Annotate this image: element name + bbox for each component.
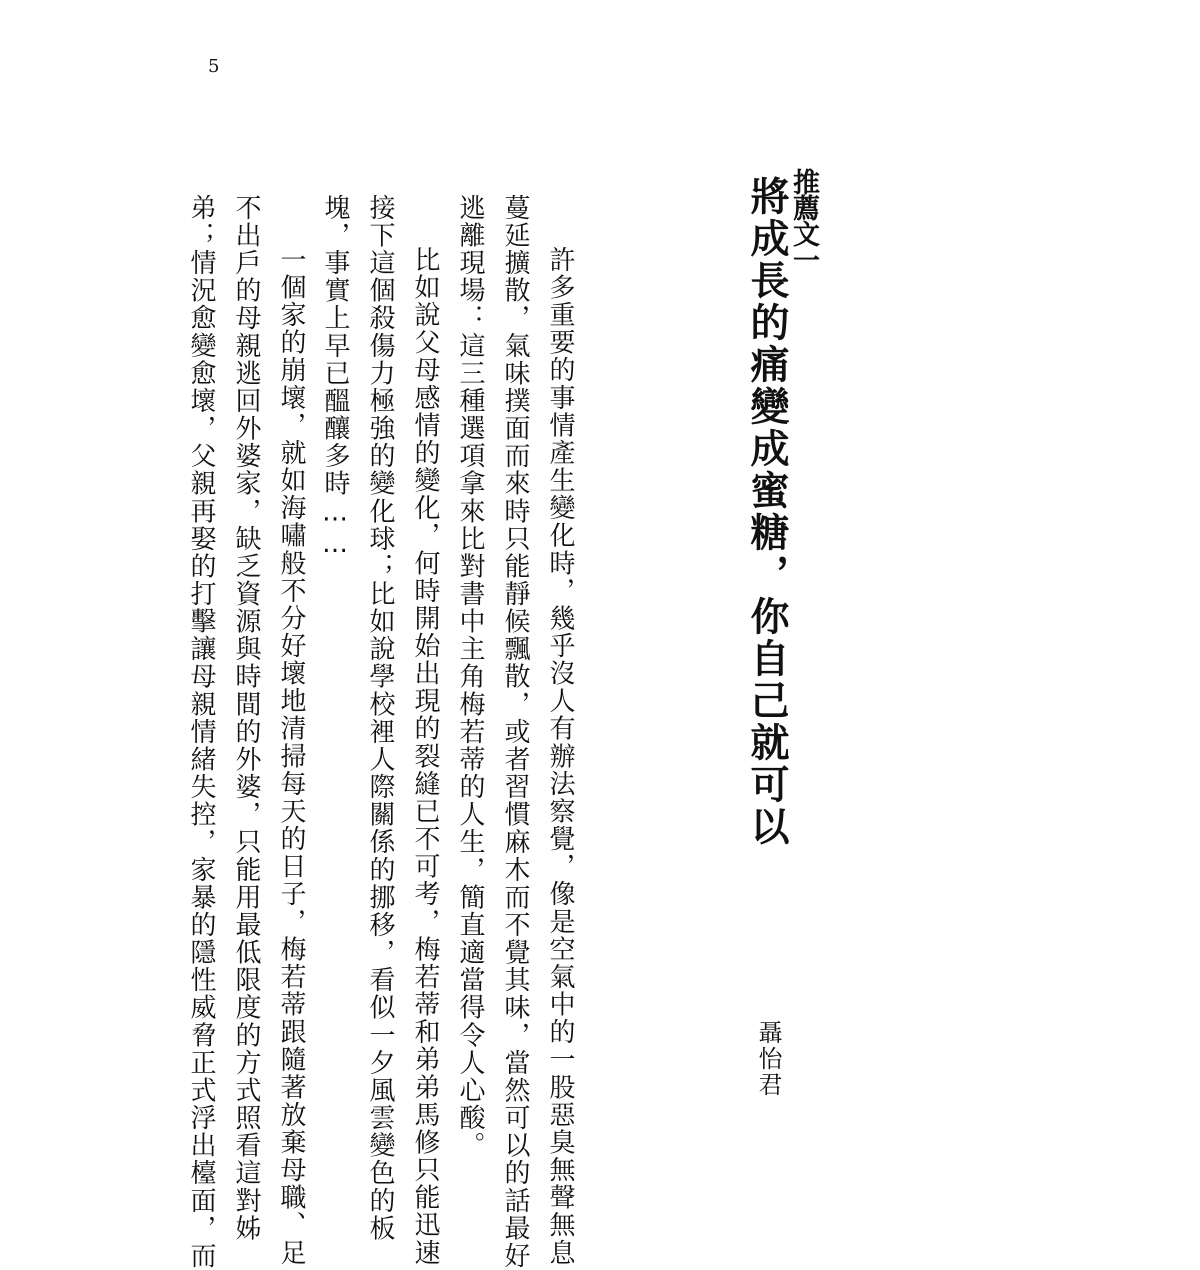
body-line-3: 逃離現場：這三種選項拿來比對書中主角梅若蒂的人生，簡直適當得令人心酸。 — [455, 194, 485, 1160]
body-line-8: 不出戶的母親逃回外婆家，缺乏資源與時間的外婆，只能用最低限度的方式照看這對姊 — [231, 194, 261, 1243]
body-line-5: 接下這個殺傷力極強的變化球；比如說學校裡人際關係的挪移，看似一夕風雲變色的板 — [365, 194, 395, 1243]
body-line-2: 蔓延擴散，氣味撲面而來時只能靜候飄散，或者習慣麻木而不覺其味，當然可以的話最好 — [500, 194, 530, 1270]
body-line-7: 一個家的崩壞，就如海嘯般不分好壞地清掃每天的日子，梅若蒂跟隨著放棄母職、足 — [276, 246, 306, 1267]
body-line-4: 比如說父母感情的變化，何時開始出現的裂縫已不可考，梅若蒂和弟弟馬修只能迅速 — [410, 246, 440, 1267]
page-number: 5 — [208, 56, 220, 77]
body-line-6: 塊，事實上早已醞釀多時…… — [320, 194, 350, 561]
article-title: 將成長的痛變成蜜糖，你自己就可以 — [744, 176, 789, 848]
section-label: 推薦文一 — [788, 168, 819, 272]
body-line-9: 弟；情況愈變愈壞，父親再娶的打擊讓母親情緒失控，家暴的隱性威脅正式浮出檯面，而 — [186, 194, 216, 1270]
body-line-1: 許多重要的事情產生變化時，幾乎沒人有辦法察覺，像是空氣中的一股惡臭無聲無息 — [545, 246, 575, 1267]
author-name: 聶怡君 — [754, 1020, 782, 1098]
